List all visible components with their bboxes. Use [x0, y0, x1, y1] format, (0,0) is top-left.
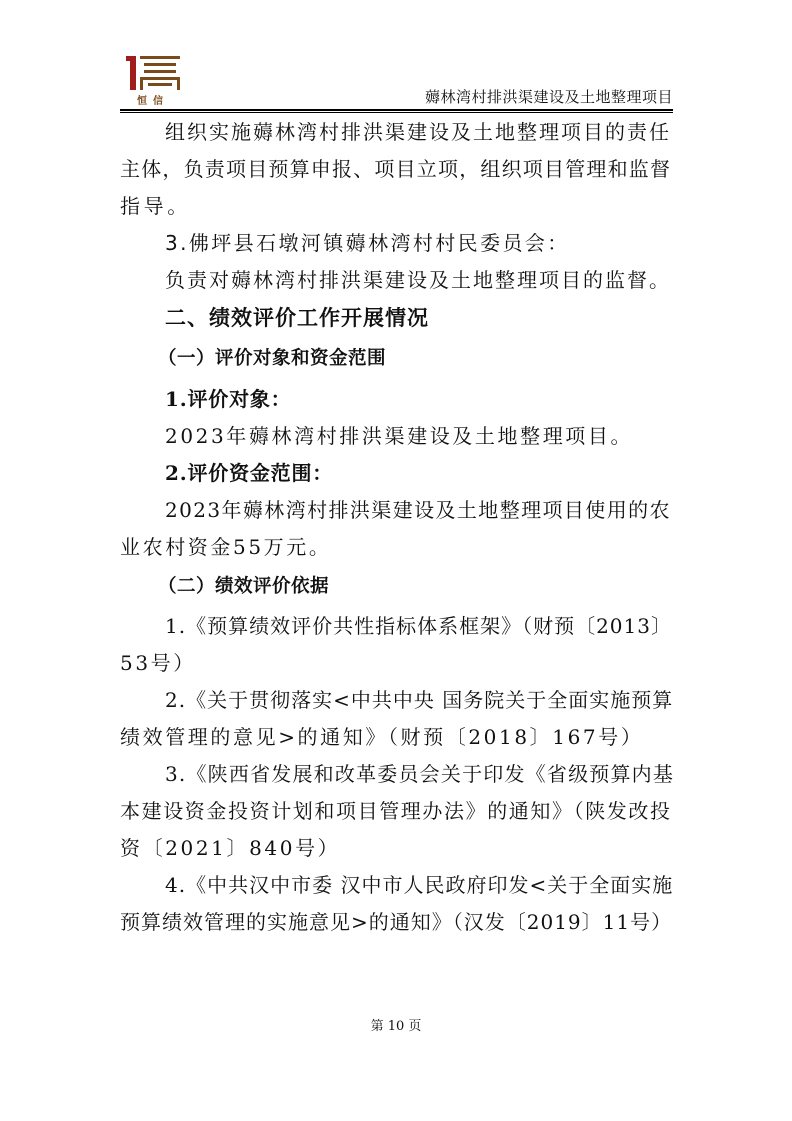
header-divider-thin	[120, 112, 673, 113]
basis-item: 4.《中共汉中市委 汉中市人民政府印发<关于全面实施	[165, 873, 674, 897]
funding-scope-label: 2.评价资金范围：	[165, 461, 334, 485]
basis-item: 1.《预算绩效评价共性指标体系框架》（财预〔2013〕	[165, 614, 672, 638]
basis-item: 绩效管理的意见>的通知》（财预〔2018〕167号）	[120, 725, 644, 749]
basis-item: 2.《关于贯彻落实<中共中央 国务院关于全面实施预算	[165, 688, 674, 712]
logo-icon	[124, 54, 186, 94]
basis-item: 53号）	[120, 651, 196, 675]
evaluation-object-label: 1.评价对象：	[165, 387, 292, 411]
header-divider	[120, 109, 673, 111]
basis-item: 资〔2021〕840号）	[120, 836, 341, 860]
evaluation-object-text: 2023年薅林湾村排洪渠建设及土地整理项目。	[165, 424, 634, 448]
paragraph-line: 组织实施薅林湾村排洪渠建设及土地整理项目的责任	[165, 120, 671, 144]
basis-item: 本建设资金投资计划和项目管理办法》的通知》（陕发改投	[120, 799, 672, 823]
section-heading: 二、绩效评价工作开展情况	[165, 306, 429, 330]
item3-title: 3.佛坪县石墩河镇薅林湾村村民委员会：	[165, 231, 570, 255]
paragraph-line: 主体，负责项目预算申报、项目立项，组织项目管理和监督	[120, 157, 672, 181]
funding-scope-text: 2023年薅林湾村排洪渠建设及土地整理项目使用的农	[165, 498, 671, 522]
basis-item: 3.《陕西省发展和改革委员会关于印发《省级预算内基	[165, 762, 675, 786]
page-number: 第 10 页	[370, 1019, 422, 1034]
funding-scope-text: 业农村资金55万元。	[120, 535, 332, 559]
subsection-heading: （一）评价对象和资金范围	[158, 348, 387, 369]
basis-item: 预算绩效管理的实施意见>的通知》（汉发〔2019〕11号）	[120, 910, 673, 934]
header-title: 薅林湾村排洪渠建设及土地整理项目	[424, 88, 673, 106]
logo-text: 恒信	[137, 96, 169, 107]
paragraph-line: 指导。	[120, 194, 191, 218]
subsection-heading: （二）绩效评价依据	[158, 576, 330, 597]
item3-text: 负责对薅林湾村排洪渠建设及土地整理项目的监督。	[165, 268, 671, 292]
